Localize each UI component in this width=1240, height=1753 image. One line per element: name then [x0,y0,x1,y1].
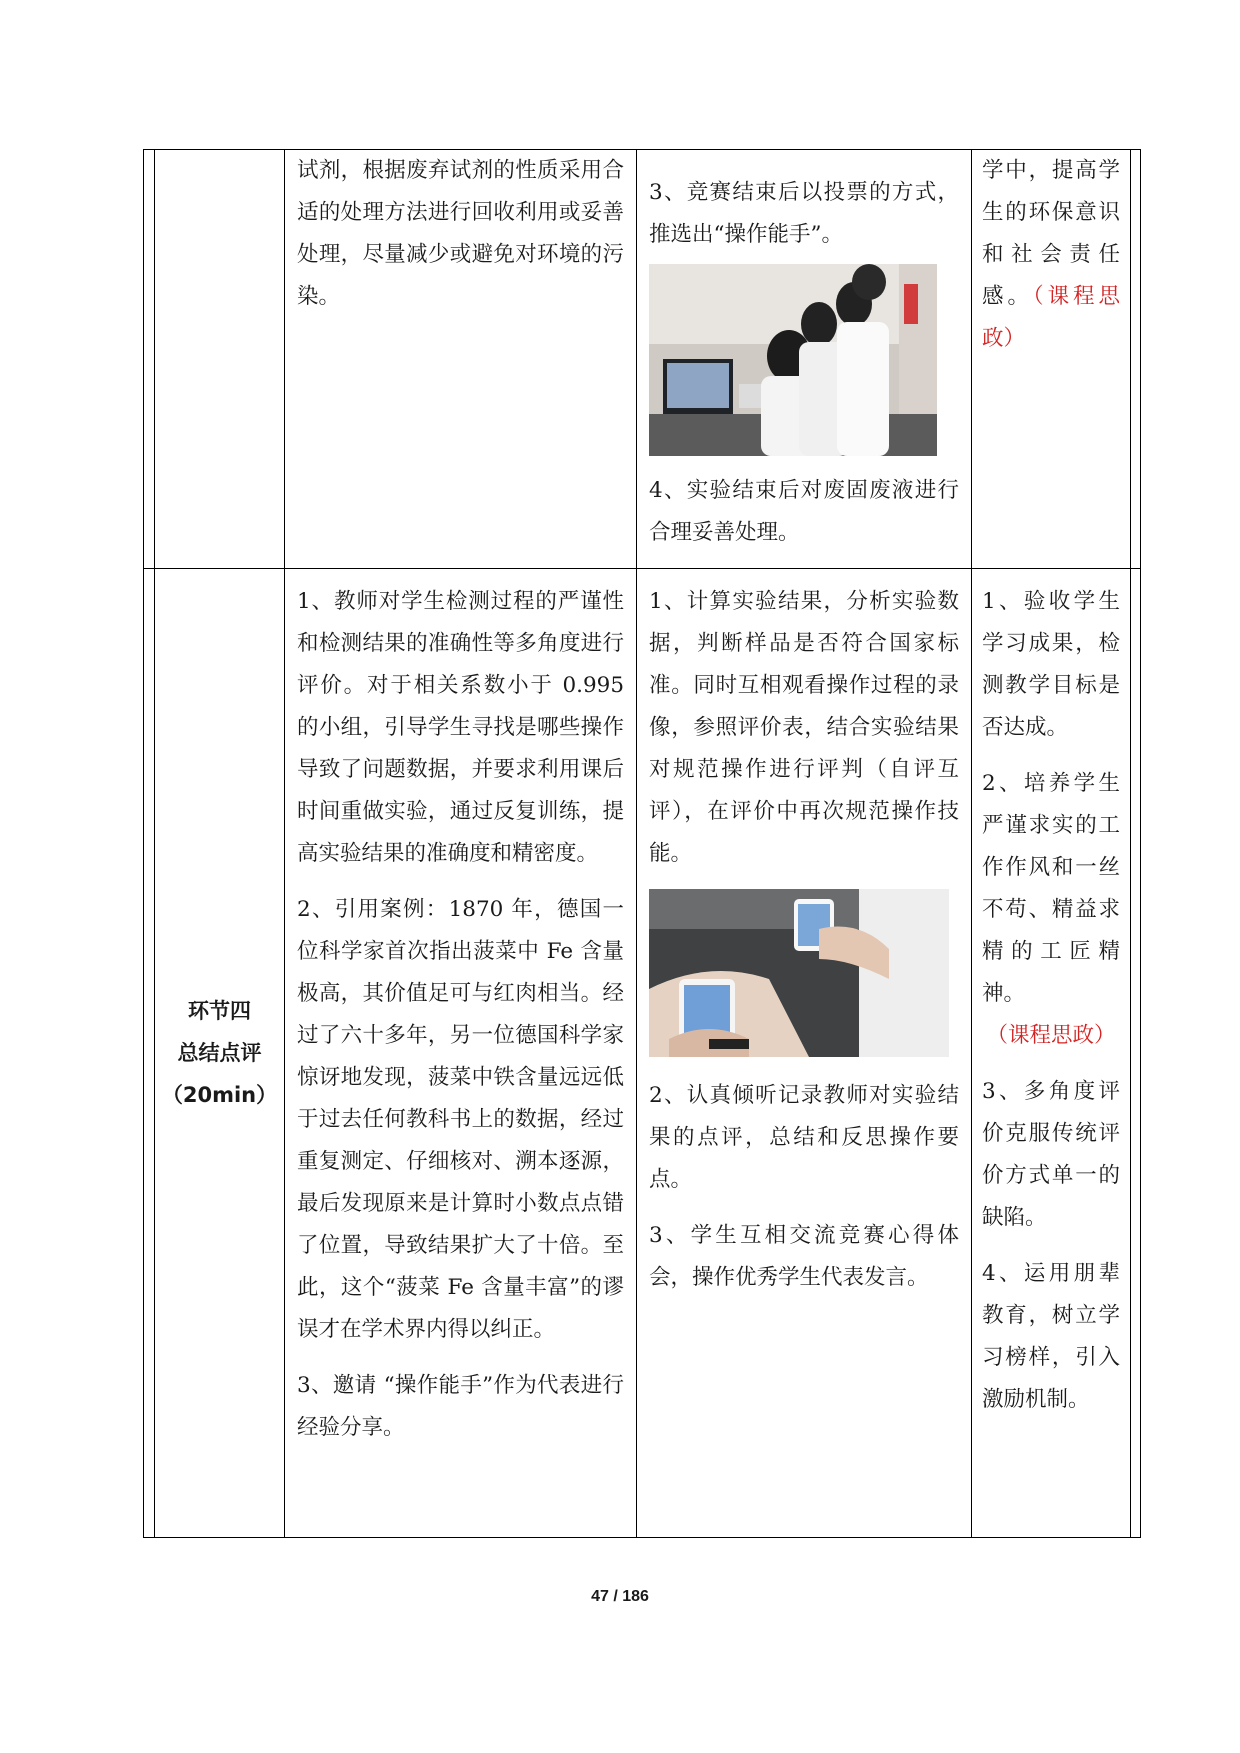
table-row-2 [144,569,1141,1538]
stage-cell [155,569,285,1538]
student-paragraph: 1、计算实验结果，分析实验数据，判断样品是否符合国家标准。同时互相观看操作过程的录像，参照评价表，结合实验结果对规范操作进行评判（自评互评），在评价中再次规范操作技能。 [649,589,959,866]
outer-right-column [1131,569,1141,1538]
intent-paragraph: 3、多角度评价克服传统评价方式单一的缺陷。 [982,1079,1120,1230]
teacher-activity-cell [285,569,637,1538]
intent-text: 学中，提高学生的环保意识和社会责任感。 [982,158,1120,309]
page-number: 47 / 186 [591,1588,649,1605]
intent-paragraph: 2、培养学生严谨求实的工作作风和一丝不苟、精益求精的工匠精神。 [982,771,1120,1006]
student-paragraph: 3、竞赛结束后以投票的方式，推选出“操作能手”。 [649,180,959,247]
teacher-paragraph: 1、教师对学生检测过程的严谨性和检测结果的准确性等多角度进行评价。对于相关系数小于 0.995 的小组，引导学生寻找是哪些操作导致了问题数据，并要求利用课后时间重做实验，通过反复训练，提高实验结果的准确度和精密度。 [297,589,624,866]
student-activity-cell [637,569,972,1538]
table-row-1 [144,150,1141,569]
outer-right-column [1131,150,1141,569]
stage-label [155,990,284,1116]
lesson-plan-table [143,149,1141,1538]
student-paragraph: 4、实验结束后对废固废液进行合理妥善处理。 [649,478,959,545]
student-activity-cell [637,150,972,569]
teacher-activity-cell [285,150,637,569]
stage-label-line: （20min） [161,1083,278,1107]
students-at-computer-photo [649,264,937,456]
design-intent-cell [972,569,1131,1538]
intent-paragraph: 1、验收学生学习成果，检测教学目标是否达成。 [982,589,1120,740]
stage-cell-empty [155,150,285,569]
teacher-paragraph: 2、引用案例：1870 年，德国一位科学家首次指出菠菜中 Fe 含量极高，其价值足可与红肉相当。经过了六十多年，另一位德国科学家惊讶地发现，菠菜中铁含量远远低于过去任何教科书上的数据，经过重复测定、仔细核对、溯本逐源，最后发现原来是计算时小数点点错了位置，导致结果扩大了十倍。至此，这个“菠菜 Fe 含量丰富”的谬误才在学术界内得以纠正。 [297,897,624,1342]
design-intent-cell [972,150,1131,569]
ideology-tag: （课程思政） [986,1023,1116,1048]
ideology-tag: （课程思政） [982,284,1120,351]
outer-left-column [144,569,155,1538]
teacher-paragraph: 3、邀请 “操作能手”作为代表进行经验分享。 [297,1373,624,1440]
intent-paragraph: 4、运用朋辈教育，树立学习榜样，引入激励机制。 [982,1261,1120,1412]
stage-label-line: 环节四 [188,999,251,1023]
outer-left-column [144,150,155,569]
students-with-phones-photo [649,889,949,1057]
teacher-paragraph: 试剂，根据废弃试剂的性质采用合适的处理方法进行回收利用或妥善处理，尽量减少或避免对环境的污染。 [297,158,624,309]
stage-label-line: 总结点评 [177,1041,262,1065]
student-paragraph: 2、认真倾听记录教师对实验结果的点评，总结和反思操作要点。 [649,1083,959,1192]
student-paragraph: 3、学生互相交流竞赛心得体会，操作优秀学生代表发言。 [649,1223,959,1290]
